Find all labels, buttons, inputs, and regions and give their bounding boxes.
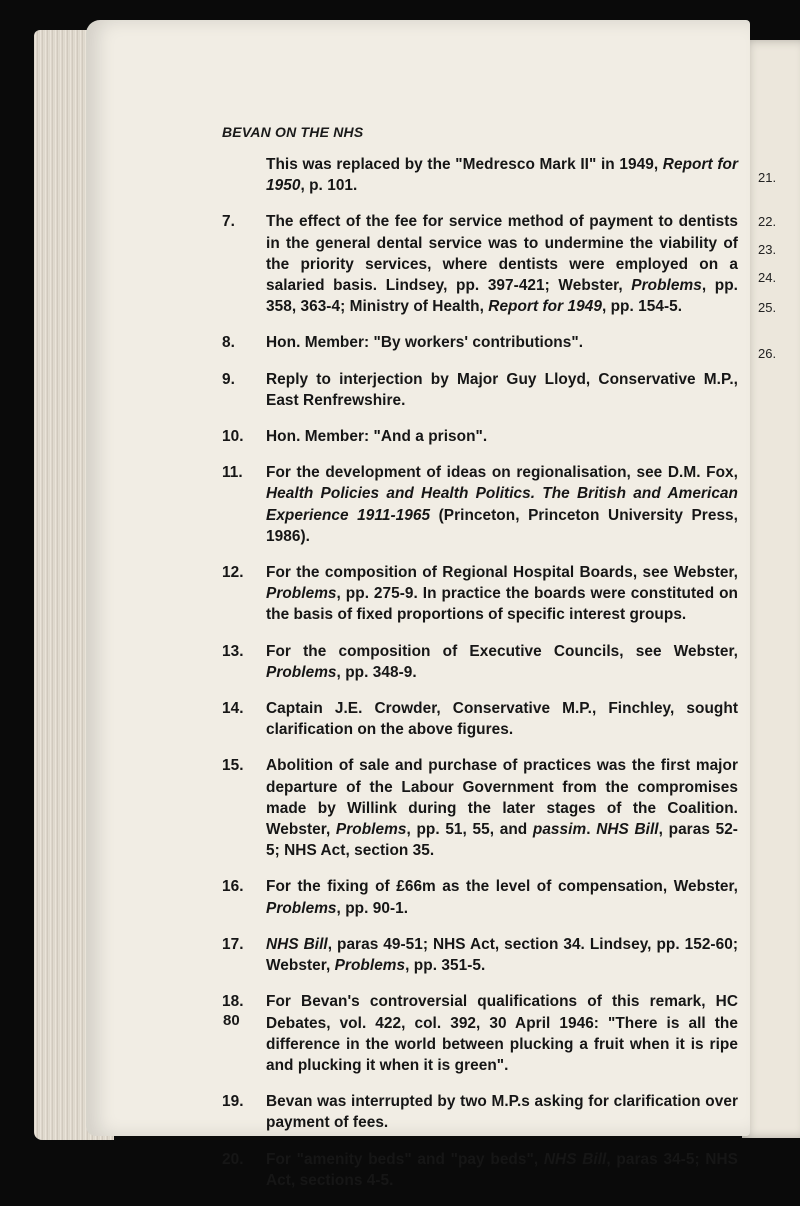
- endnote: [222, 698, 738, 740]
- endnote-text-run: For the composition of Regional Hospital Boards, see Webster,: [266, 564, 738, 582]
- endnote-text-run: Reply to interjection by Major Guy Lloyd, Conservative M.P., East Renfrewshire.: [266, 370, 738, 409]
- endnote-italic-text: Health Policies and Health Politics. The British and American Experience 1911-1965: [266, 485, 738, 524]
- endnote-number: 11.: [222, 464, 243, 482]
- endnote-text-run: , pp. 358, 363-4; Ministry of Health,: [266, 277, 738, 316]
- endnote-italic-text: NHS Bill: [543, 1150, 607, 1168]
- endnote-number: 16.: [222, 878, 244, 896]
- endnote-text-run: For the composition of Executive Councils, see Webster,: [266, 642, 738, 660]
- endnote-text: [266, 876, 738, 918]
- endnote-text: [266, 462, 738, 547]
- endnote-text-run: For "amenity beds" and "pay beds",: [266, 1150, 544, 1168]
- endnote: [222, 211, 738, 317]
- endnote-text-run: , pp. 275-9. In practice the boards were constituted on the basis of fixed proportions of specific interest groups.: [266, 585, 738, 624]
- endnote-text-run: For Bevan's controversial qualifications of this remark, HC Debates, vol. 422, col. 392, 30 April 1946: "There is all the difference in the world between plucking a fruit when it is ripe and plucking it when it is green".: [266, 993, 738, 1074]
- endnote-number: 17.: [222, 935, 244, 953]
- endnote-italic-text: Problems: [266, 899, 337, 917]
- endnote-text: [266, 991, 738, 1076]
- endnote-text-run: For the development of ideas on regionalisation, see D.M. Fox,: [266, 464, 738, 482]
- endnote: [222, 934, 738, 976]
- endnote-number: 9.: [222, 370, 235, 388]
- endnote-text-run: , paras 49-51; NHS Act, section 34. Lindsey, pp. 152-60; Webster,: [266, 935, 739, 975]
- endnote-number: 20.: [222, 1150, 244, 1168]
- endnote-text-run: The effect of the fee for service method of payment to dentists in the general dental service was to undermine the viability of the priority services, where dentists were employed on a salaried basis. Lindsey, pp. 397-421; Webster,: [266, 213, 738, 295]
- endnote-number: 8.: [222, 334, 235, 352]
- endnote-italic-text: Problems: [334, 957, 406, 975]
- endnote-number: 10.: [222, 428, 244, 446]
- endnote: [222, 1149, 738, 1191]
- endnote-italic-text: Problems: [266, 663, 337, 681]
- endnote-text-run: This was replaced by the "Medresco Mark II" in 1949,: [266, 156, 663, 173]
- endnote-text-run: For the fixing of £66m as the level of compensation, Webster,: [266, 878, 738, 896]
- endnote: [222, 641, 738, 683]
- facing-page-number: 25.: [758, 300, 777, 315]
- endnote-text-run: Captain J.E. Crowder, Conservative M.P., Finchley, sought clarification on the above figures.: [266, 700, 738, 739]
- endnote-text: [266, 755, 738, 861]
- facing-page-number: 21.: [758, 170, 777, 185]
- endnote-italic-text: Problems: [266, 585, 337, 603]
- endnote-text-run: , pp. 51, 55, and: [406, 821, 533, 839]
- endnote: [222, 1091, 738, 1133]
- endnote-italic-text: NHS Bill: [266, 935, 328, 953]
- endnote: [222, 562, 738, 626]
- endnote-text: [266, 211, 738, 317]
- endnote-text: [266, 641, 738, 683]
- endnote-text: [266, 154, 738, 196]
- endnote: [222, 462, 738, 547]
- endnote-continuation: [222, 154, 738, 196]
- endnote-text: [266, 369, 738, 411]
- facing-page-number: 24.: [758, 270, 777, 285]
- endnote-text: [266, 1149, 738, 1191]
- endnote-number: 19.: [222, 1093, 244, 1111]
- endnote-text-run: Abolition of sale and purchase of practices was the first major departure of the Labour Government from the compromises made by Willink during the later stages of the Coalition. Webster,: [266, 757, 738, 839]
- endnote-text: [266, 934, 738, 976]
- endnote-text: [266, 1091, 738, 1133]
- endnote-text-run: .: [586, 821, 597, 839]
- endnote-text-run: Hon. Member: "By workers' contributions".: [266, 334, 584, 352]
- endnote-number: 13.: [222, 642, 244, 660]
- running-head: BEVAN ON THE NHS: [222, 124, 364, 140]
- endnote-text-run: , paras 34-5; NHS Act, sections 4-5.: [266, 1150, 738, 1189]
- endnote: [222, 755, 738, 861]
- endnote-text-run: , paras 52-5; NHS Act, section 35.: [266, 821, 738, 860]
- endnote-text-run: Bevan was interrupted by two M.P.s asking for clarification over payment of fees.: [266, 1093, 738, 1132]
- endnote: [222, 426, 738, 447]
- endnote: [222, 876, 738, 918]
- endnote-italic-text: Report for 1949: [488, 298, 602, 316]
- endnote-number: 7.: [222, 213, 235, 231]
- facing-page-number: 26.: [758, 346, 777, 361]
- endnote-text-run: , p. 101.: [300, 177, 358, 195]
- endnote-text: [266, 562, 738, 626]
- page-number: 80: [223, 1012, 240, 1029]
- facing-page-number: 23.: [758, 242, 777, 257]
- endnote-number: 18.: [222, 993, 244, 1011]
- endnote-text: [266, 426, 738, 447]
- facing-page: [742, 40, 800, 1138]
- endnote-number: 14.: [222, 700, 244, 718]
- endnote-number: 15.: [222, 757, 244, 775]
- endnote: [222, 332, 738, 353]
- endnotes-list: [222, 154, 738, 1206]
- endnote-text-run: , pp. 351-5.: [405, 957, 486, 975]
- endnote: [222, 369, 738, 411]
- endnote-text-run: , pp. 90-1.: [336, 899, 409, 917]
- endnote-text-run: , pp. 154-5.: [601, 298, 683, 316]
- endnote-italic-text: Problems: [335, 821, 407, 839]
- endnote-text-run: Hon. Member: "And a prison".: [266, 428, 488, 446]
- endnote-text-run: , pp. 348-9.: [336, 663, 417, 681]
- endnote-italic-text: Problems: [631, 277, 702, 295]
- endnote-text: [266, 698, 738, 740]
- endnote-text: [266, 332, 738, 353]
- endnote: [222, 991, 738, 1076]
- endnote-italic-text: Report for 1950: [266, 156, 738, 195]
- endnote-italic-text: passim: [532, 821, 587, 839]
- endnote-italic-text: NHS Bill: [596, 821, 659, 839]
- endnote-number: 12.: [222, 564, 244, 582]
- facing-page-number: 22.: [758, 214, 777, 229]
- endnote-text-run: (Princeton, Princeton University Press, 1986).: [266, 506, 738, 545]
